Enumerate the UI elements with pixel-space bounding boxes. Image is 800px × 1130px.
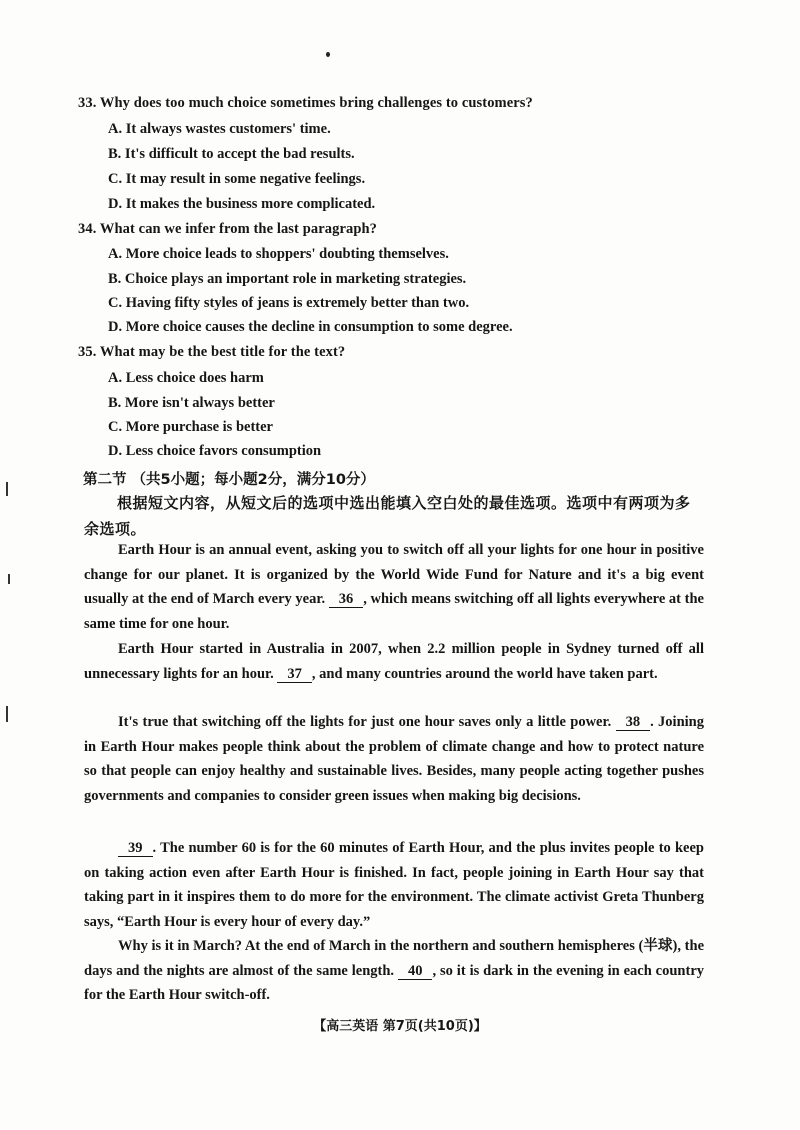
question-34-option-a: A. More choice leads to shoppers' doubting themselves. xyxy=(108,246,449,262)
question-33-option-a: A. It always wastes customers' time. xyxy=(108,121,331,137)
paragraph-text: , and many countries around the world have taken part. xyxy=(311,665,658,682)
question-35-option-c: C. More purchase is better xyxy=(108,419,273,435)
question-33-option-c: C. It may result in some negative feelings. xyxy=(108,171,366,187)
question-35-option-a: A. Less choice does harm xyxy=(108,370,264,386)
blank-38: 38 xyxy=(616,714,651,731)
question-34-stem: 34. What can we infer from the last paragraph? xyxy=(78,221,378,237)
paragraph-text: It's true that switching off the lights for just one hour saves only a little power. xyxy=(118,714,616,730)
paragraph-text: . Joining in Earth Hour makes people think about the problem of climate change and how to protect nature so that people can enjoy healthy and sustainable lives. Besides, many people acting together pushes governments and companies to consider green issues when making big decisions. xyxy=(84,714,704,804)
blank-39: 39 xyxy=(118,840,153,857)
section-instruction: 根据短文内容，从短文后的选项中选出能填入空白处的最佳选项。选项中有两项为多余选项。 xyxy=(84,494,691,538)
blank-37: 37 xyxy=(277,666,312,683)
question-33-stem: 33. Why does too much choice sometimes bring challenges to customers? xyxy=(78,95,533,111)
paragraph-text: , which means switching off all lights everywhere at the same time for one hour. xyxy=(84,591,704,632)
question-34-option-b: B. Choice plays an important role in marketing strategies. xyxy=(108,271,467,287)
paragraph-text: , so it is dark in the evening in each country for the Earth Hour switch-off. xyxy=(84,962,705,1003)
scan-dot xyxy=(326,52,330,57)
question-33-option-d: D. It makes the business more complicated. xyxy=(108,196,376,212)
passage-paragraph xyxy=(84,836,704,934)
question-33-option-b: B. It's difficult to accept the bad results. xyxy=(108,146,355,162)
scan-mark xyxy=(8,574,10,584)
question-34-option-d: D. More choice causes the decline in consumption to some degree. xyxy=(108,319,513,335)
question-35-option-b: B. More isn't always better xyxy=(108,395,275,411)
paragraph-text: Earth Hour started in Australia in 2007, when 2.2 million people in Sydney turned off all unnecessary lights for an hour. xyxy=(84,641,704,682)
blank-36: 36 xyxy=(329,591,364,608)
question-35-stem: 35. What may be the best title for the text? xyxy=(78,344,346,360)
passage-paragraph xyxy=(84,538,704,636)
passage-paragraph xyxy=(84,637,704,686)
passage-paragraph xyxy=(84,934,704,1008)
passage-paragraph xyxy=(84,710,704,808)
question-34-option-c: C. Having fifty styles of jeans is extremely better than two. xyxy=(108,295,470,311)
blank-40: 40 xyxy=(398,963,433,980)
paragraph-text: Why is it in March? At the end of March in the northern and southern hemispheres (半球), the days and the nights are almost of the same length. xyxy=(84,938,704,979)
section-heading: 第二节 （共5小题；每小题2分，满分10分） xyxy=(83,472,375,488)
scan-mark xyxy=(6,482,8,496)
paragraph-text: Earth Hour is an annual event, asking you to switch off all your lights for one hour in positive change for our planet. It is organized by the World Wide Fund for Nature and it's a big event usually at the end of March every year. xyxy=(84,542,704,607)
scan-mark xyxy=(6,706,8,722)
paragraph-text: . The number 60 is for the 60 minutes of Earth Hour, and the plus invites people to keep on taking action even after Earth Hour is finished. In fact, people joining in Earth Hour say that taking part in it inspires them to do more for the environment. The climate activist Greta Thunberg says, “Earth Hour is every hour of every day.” xyxy=(84,840,704,930)
question-35-option-d: D. Less choice favors consumption xyxy=(108,443,322,459)
page-footer: 【高三英语 第7页(共10页)】 xyxy=(313,1019,487,1034)
